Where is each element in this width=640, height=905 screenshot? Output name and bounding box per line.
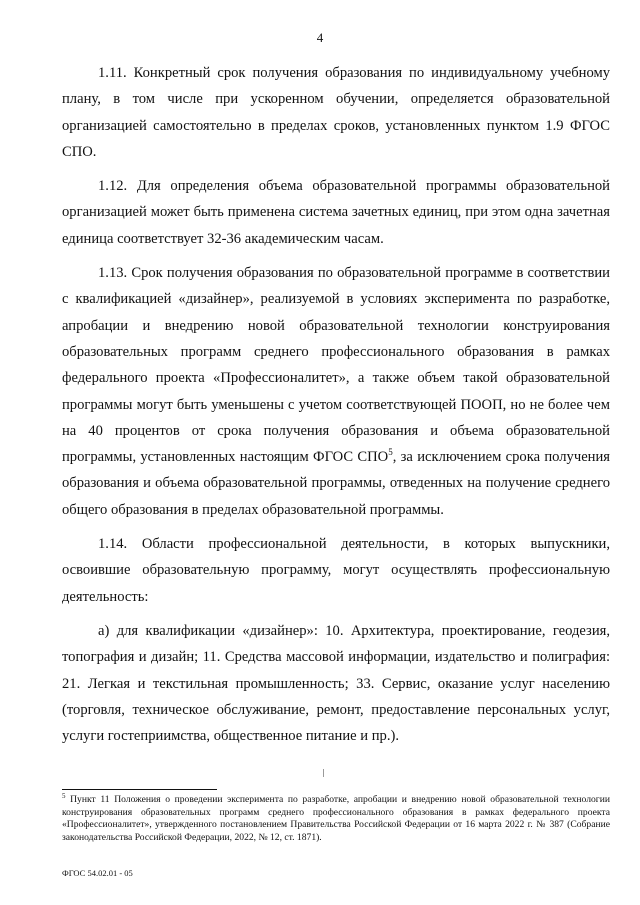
footnote <box>62 791 610 844</box>
body-text <box>62 60 610 757</box>
paragraph-1-13-text-after: , за исключением срока получения образования и объема образовательной программы, отведенных на получение среднего общего образования в пределах образовательной программы. <box>62 449 610 518</box>
paragraph-1-12: 1.12. Для определения объема образовательной программы образовательной организацией может быть применена система зачетных единиц, при этом одна зачетная единица соответствует 32-36 академическим часам. <box>62 178 610 247</box>
document-code: ФГОС 54.02.01 - 05 <box>62 868 133 878</box>
paragraph-1-11: 1.11. Конкретный срок получения образования по индивидуальному учебному плану, в том числе при ускоренном обучении, определяется образовательной организацией самостоятельно в пределах сроков, установленных пунктом 1.9 ФГОС СПО. <box>62 65 610 160</box>
scan-mark <box>323 769 324 777</box>
page-number: 4 <box>316 30 324 45</box>
paragraph-1-14: 1.14. Области профессиональной деятельности, в которых выпускники, освоившие образовательную программу, могут осуществлять профессиональную деятельность: <box>62 536 610 605</box>
footnote-reference: 5 <box>388 447 393 458</box>
footnote-separator <box>62 789 217 790</box>
paragraph-1-13-text-before: 1.13. Срок получения образования по образовательной программе в соответствии с квалификацией «дизайнер», реализуемой в условиях эксперимента по разработке, апробации и внедрению новой образовательной технологии конструирования образовательных программ среднего профессионального образования в рамках федерального проекта «Профессионалитет», а также объем такой образовательной программы могут быть уменьшены с учетом соответствующей ПООП, но не более чем на 40 процентов от срока получения образования и объема образовательной программы, установленных настоящим ФГОС СПО <box>62 265 610 466</box>
footnote-text: Пункт 11 Положения о проведении эксперимента по разработке, апробации и внедрению новой образовательной технологии конструирования образовательных программ среднего профессионального образования в рамках федерального проекта «Профессионалитет», утвержденного постановлением Правительства Российской Федерации от 16 марта 2022 г. № 387 (Собрание законодательства Российской Федерации, 2022, № 12, ст. 1871). <box>62 794 610 843</box>
paragraph-1-13 <box>62 260 610 523</box>
footnote-marker: 5 <box>62 791 66 800</box>
paragraph-qualification-a: а) для квалификации «дизайнер»: 10. Архитектура, проектирование, геодезия, топография и дизайн; 11. Средства массовой информации, издательство и полиграфия: 21. Легкая и текстильная промышленность; 33. Сервис, оказание услуг населению (торговля, техническое обслуживание, ремонт, предоставление персональных услуг, услуги гостеприимства, общественное питание и пр.). <box>62 622 610 745</box>
